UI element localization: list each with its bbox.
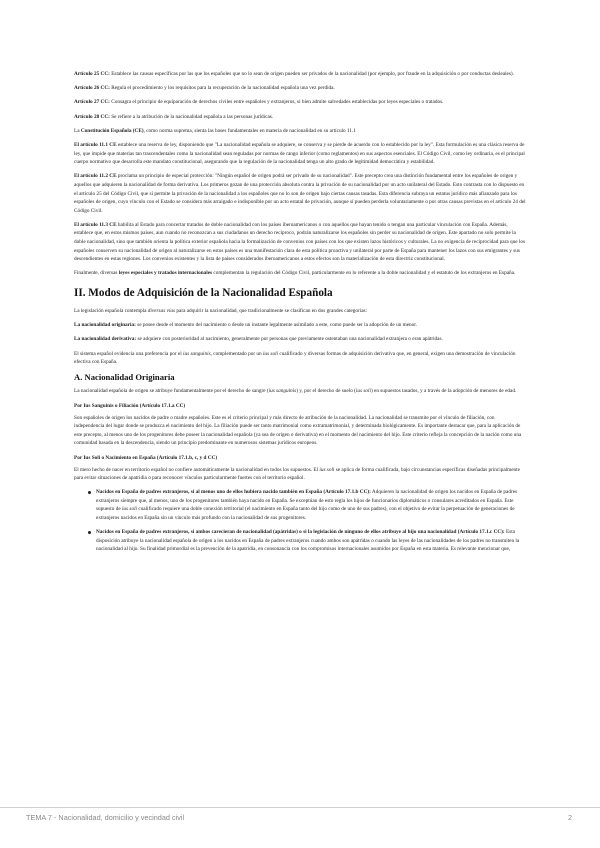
- ius-sanguinis-label: Por Ius Sanguinis o Filiación (Artículo 17.1.a CC): [74, 402, 186, 409]
- bullet-text-pre: Adquieren la nacionalidad de origen los nacidos en España de padres extranjeros siempre que, al menos, uno de los progenitores también haya nacido en España. Se exceptúan de esto regla los hijos de funcionarios diplomáticos o consulares acreditados en España. Este supuesto de: [96, 489, 518, 513]
- constitution-intro: [74, 127, 526, 136]
- article-11-2-paragraph: [74, 172, 526, 215]
- footer-divider: [0, 807, 600, 808]
- ius-sanguinis-text: Son españoles de origen los nacidos de padre o madre españoles. Este es el criterio principal y más directo de atribución de la nacionalidad. La nacionalidad se transmite por el vínculo de filiación, con independencia del lugar donde se produzca el nacimiento del hijo. La filiación puede ser tanto matrimonial como extramatrimonial, y determinada biológicamente. Es importante destacar que, para la aplicación de este precepto, al menos uno de los progenitores debe poseer la nacionalidad española (ya sea de origen o derivativa) en el momento del nacimiento del hijo. Este criterio refleja la concepción de la nación como una comunidad basada en la descendencia, siendo un principio predominante en numerosos sistemas jurídicos europeos.: [74, 414, 522, 447]
- ius-soli-text: [74, 466, 526, 483]
- ius-soli-italic: ius soli: [319, 466, 335, 473]
- ius-soli-pre: El mero hecho de nacer en territorio español no confiere automáticamente la nacionalidad en todos los supuestos. El: [74, 466, 320, 473]
- originaria-label: La nacionalidad originaria:: [74, 322, 136, 329]
- derivativa-paragraph: [74, 335, 526, 344]
- list-item: [88, 488, 526, 522]
- bullet-icon: [88, 491, 91, 494]
- subsection-a-intro: [74, 387, 526, 396]
- section-2-heading: II. Modos de Adquisición de la Nacionalidad Española: [74, 287, 333, 300]
- constitution-intro-bold: Constitución Española (CE): [80, 127, 144, 134]
- constitution-intro-post: , como norma suprema, sienta las bases fundamentales en materia de nacionalidad en su artículo 11.1: [143, 127, 356, 134]
- derivativa-text: se adquiere con posterioridad al nacimiento, generalmente por personas que previamente ostentaban una nacionalidad extranjera o eran apátridas.: [136, 336, 443, 343]
- section-2-intro: [74, 307, 526, 316]
- article-11-1-paragraph: [74, 141, 526, 167]
- bullet-icon: [88, 531, 91, 534]
- system-pref-italic-1: ius sanguinis: [183, 350, 211, 357]
- sub-a-intro-italic-2: ius soli: [355, 388, 371, 395]
- constitution-intro-pre: La: [74, 127, 81, 134]
- article-25-paragraph: [74, 70, 526, 79]
- footer-title: TEMA 7 - Nacionalidad, domicilio y vecindad civil: [26, 813, 185, 822]
- finally-post: complementan la regulación del Código Civil, particularmente en lo referente a la doble nacionalidad y el estatuto de los extranjeros en España.: [212, 270, 516, 277]
- finally-paragraph: [74, 269, 526, 278]
- finally-bold: leyes especiales y tratados internacionales: [118, 270, 213, 277]
- bullet-bold: Nacidos en España de padres extranjeros, si ambos carecieran de nacionalidad (apátridas) o si la legislación de ninguno de ellos atribuye al hijo una nacionalidad (Artículo 17.1.c CC):: [96, 529, 505, 536]
- article-27-text: Consagra el principio de equiparación de derechos civiles entre españoles y extranjeros, si bien admite salvedades establecidas por leyes especiales o tratados.: [109, 99, 444, 106]
- article-26-text: Regula el procedimiento y los requisitos para la recuperación de la nacionalidad española una vez perdida.: [109, 85, 335, 92]
- derivativa-label: La nacionalidad derivativa:: [74, 336, 137, 343]
- section-2-intro-post: para adquirir la nacionalidad, que tradicionalmente se clasifican en dos grandes categorías:: [175, 308, 368, 315]
- article-26-label: Artículo 26 CC:: [74, 85, 110, 92]
- article-11-3-text: habilita al Estado para concertar tratados de doble nacionalidad con los países iberoamericanos o con aquellos que hayan tenido o tengan una particular vinculación con España. Además, establece que, en estos mismos países, aun cuando no reconozcan a sus ciudadanos un derecho recíproco, podrán naturalizarse los españoles sin perder su nacionalidad de origen. Este apartado no solo permite la doble nacionalidad, sino que también orienta la política exterior española hacia la formalización de convenios con países con los que existen lazos históricos y culturales. La no exigencia de reciprocidad para que los españoles conserven su nacionalidad de origen al naturalizarse en estos países es una manifestación clara de esta política proactiva y unilateral por parte de España para mantener los lazos con sus emigrantes y sus descendientes en estas regiones. Los convenios existentes y la lista de países considerados iberoamericanos a estos efectos son la materialización de esta directriz constitucional.: [74, 221, 526, 263]
- document-body: [74, 70, 526, 560]
- article-28-paragraph: [74, 113, 526, 122]
- article-11-2-text: proclama un principio de especial protección: "Ningún español de origen podrá ser privado de su nacionalidad". Este precepto crea una distinción fundamental entre los españoles de origen y aquellos que adquieren la nacionalidad de forma derivativa. Los primeros gozan de una protección absoluta contra la privación de su nacionalidad por un acto unilateral del Estado. Esto contrasta con lo dispuesto en el artículo 25 del Código Civil, que sí permite la privación de la nacionalidad a los españoles que no lo son de origen bajo ciertas causas tasadas. Esta diferencia subraya un estatus jurídico más afianzado para los españoles de origen, cuyo vínculo con el Estado se considera más arraigado e indisponible por un acto estatal de privación, aunque sí pueden perderla voluntariamente o por otras causas previstas en el artículo 24 del Código Civil.: [74, 173, 526, 214]
- article-11-3-paragraph: [74, 221, 526, 264]
- sub-a-intro-post: ) en supuestos tasados, y a través de la adopción de menores de edad.: [370, 388, 517, 395]
- article-11-1-text: establece una reserva de ley, disponiendo que "La nacionalidad española se adquiere, se conserva y se pierde de acuerdo con lo establecido por la ley". Esta formulación es una clásica reserva de ley, que impide que materias tan trascendentales como la nacionalidad sean reguladas por normas de rango inferior (como reglamentos) en sus aspectos esenciales. El Código Civil, como ley ordinaria, es el principal cuerpo normativo que desarrolla este mandato constitucional, asegurando que la regulación de la nacionalidad tenga un alto grado de legitimidad democrática y estabilidad.: [74, 141, 525, 166]
- finally-pre: Finalmente, diversas: [74, 270, 119, 277]
- sub-a-intro-italic-1: ius sanguinis: [268, 388, 297, 395]
- sub-a-intro-mid: ) y, por el derecho de suelo (: [296, 388, 356, 395]
- ius-soli-bullet-list: [88, 488, 526, 554]
- subsection-a-heading: A. Nacionalidad Originaria: [74, 372, 175, 383]
- article-11-3-label: El artículo 11.3 CE: [74, 221, 117, 228]
- system-pref-post: cualificado y diversas formas de adquisición derivativa que, en general, exigen una demostración de vinculación efectiva con España.: [74, 350, 516, 366]
- list-item: [88, 528, 526, 554]
- article-28-label: Artículo 28 CC:: [74, 113, 110, 120]
- article-28-text: Se refiere a la atribución de la nacionalidad española a las personas jurídicas.: [109, 113, 274, 120]
- system-preference-paragraph: [74, 350, 526, 367]
- article-25-text: Establece las causas específicas por las que los españoles que no lo sean de origen pueden ser privados de la nacionalidad (por ejemplo, por fraude en la adquisición o por conductas desleales).: [109, 71, 514, 77]
- section-2-intro-italic: diversas vías: [147, 308, 176, 315]
- system-pref-italic-2: ius soli: [262, 350, 278, 357]
- article-11-1-label: El artículo 11.1 CE: [74, 141, 117, 148]
- article-25-label: Artículo 25 CC:: [74, 71, 110, 77]
- bullet-italic: ius soli: [121, 506, 137, 513]
- bullet-text-pre: Esta disposición atribuye la nacionalidad española de origen a los nacidos en España de padres extranjeros cuando ambos son apátridas o cuando las leyes de las nacionalidades de los padres no transmiten la nacionalidad al hijo. Su finalidad primordial es la prevención de la apatridia, en consonancia con los compromisos internacionales asumidos por España en esta materia. Es relevante mencionar que,: [96, 529, 520, 553]
- bullet-text-post: cualificado requiere una doble conexión territorial (el nacimiento en España tanto del hijo como de uno de sus padres), con el objetivo de evitar la perpetuación de generaciones de extranjeros nacidos en España sin un vínculo más profundo con la nacionalidad de sus progenitores.: [96, 506, 515, 522]
- article-11-2-label: El artículo 11.2 CE: [74, 173, 117, 180]
- article-26-paragraph: [74, 84, 526, 93]
- originaria-text: se posee desde el momento del nacimiento o desde un instante legalmente asimilado a este, como puede ser la adopción de un menor.: [135, 322, 418, 329]
- section-2-intro-pre: La legislación española contempla: [74, 308, 148, 315]
- system-pref-pre: El sistema español evidencia una preferencia por el: [74, 350, 184, 357]
- system-pref-mid: , complementado por un: [210, 350, 263, 357]
- page-number: 2: [567, 813, 572, 822]
- bullet-bold: Nacidos en España de padres extranjeros, si al menos uno de ellos hubiera nacido también en España (Artículo 17.1.b CC):: [96, 489, 371, 496]
- article-27-label: Artículo 27 CC:: [74, 99, 110, 106]
- article-27-paragraph: [74, 98, 526, 107]
- originaria-paragraph: [74, 321, 526, 330]
- sub-a-intro-pre: La nacionalidad española de origen se atribuye fundamentalmente por el derecho de sangre (: [74, 388, 269, 395]
- ius-soli-label: Por Ius Soli o Nacimiento en España (Artículo 17.1.b, c, y d CC): [74, 454, 218, 461]
- ius-soli-post: se aplica de forma cualificada, bajo circunstancias específicas diseñadas principalmente para evitar situaciones de apatridia o para reconocer vínculos particularmente fuertes con el territorio español.: [74, 466, 520, 482]
